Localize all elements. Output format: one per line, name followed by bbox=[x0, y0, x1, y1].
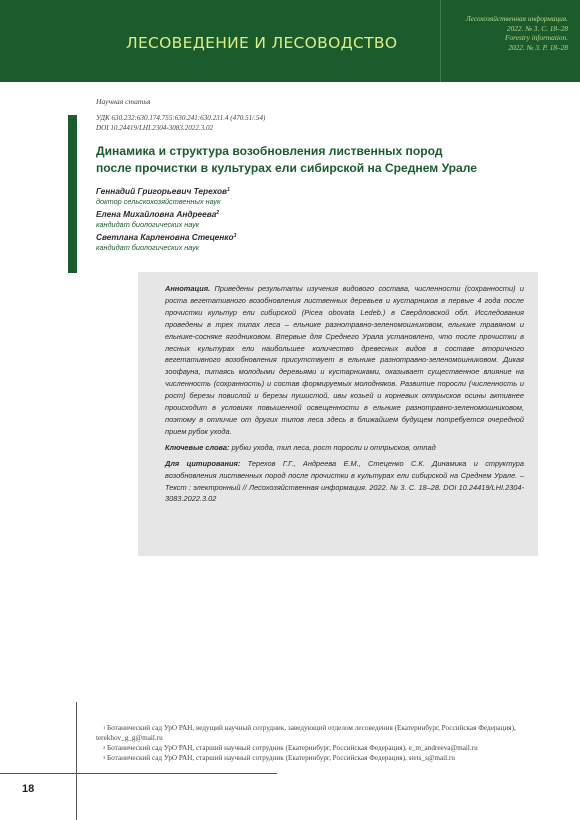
author-footnote-mark: 1 bbox=[227, 187, 230, 193]
footnote-mark: 2 bbox=[103, 745, 106, 750]
title-line-2: после прочистки в культурах ели сибирской на Среднем Урале bbox=[96, 161, 478, 175]
article-type: Научная статья bbox=[96, 97, 151, 106]
author-list bbox=[96, 186, 236, 255]
author-degree: кандидат биологических наук bbox=[96, 242, 200, 252]
author-footnote-mark: 3 bbox=[233, 233, 237, 239]
journal-en-line2: 2022. № 3. P. 18–28 bbox=[508, 42, 568, 52]
journal-citation-info bbox=[466, 14, 568, 52]
footnote-1 bbox=[96, 723, 546, 743]
journal-header bbox=[0, 0, 580, 82]
udc-code: УДК 630.232:630.174.755:630.241:630.231.4 (470.51/.54) bbox=[96, 114, 266, 122]
title-line-1: Динамика и структура возобновления лиственных пород bbox=[96, 144, 443, 158]
footnote-2 bbox=[96, 743, 546, 753]
author-degree: доктор сельскохозяйственных наук bbox=[96, 196, 221, 206]
footnote-text: Ботанический сад УрО РАН, ведущий научный сотрудник, заведующий отделом лесоведения (Екатеринбург, Российская Федерация), terekhov_g_g@mail.ru bbox=[96, 724, 516, 742]
citation-text: Терехов Г.Г., Андреева Е.М., Стеценко С.К. Динамика и структура возобновления лиственных пород после прочистки в культурах ели сибирской на Среднем Урале. – Текст : электронный // Лесохозяйственная информация. 2022. № 3. С. 18–28. DOI 10.24419/LHI.2304-3083.2022.3.02 bbox=[165, 458, 525, 504]
bottom-rule bbox=[0, 773, 277, 774]
keywords-label: Ключевые слова: bbox=[165, 442, 230, 452]
footnote-mark: 1 bbox=[103, 725, 106, 730]
author-name: Геннадий Григорьевич Терехов bbox=[96, 186, 228, 196]
author-name: Елена Михайловна Андреева bbox=[96, 209, 217, 219]
author-2 bbox=[96, 209, 236, 229]
journal-en-line1: Forestry information. bbox=[505, 33, 568, 43]
citation-paragraph bbox=[165, 458, 524, 506]
footnote-mark: 3 bbox=[103, 755, 106, 760]
abstract-box bbox=[138, 272, 538, 556]
author-3 bbox=[96, 232, 236, 252]
author-footnote-mark: 2 bbox=[216, 210, 220, 216]
keywords-text: рубки ухода, тип леса, рост поросли и отпрысков, отпад bbox=[231, 442, 436, 452]
footnote-text: Ботанический сад УрО РАН, старший научный сотрудник (Екатеринбург, Российская Федерация), stets_s@mail.ru bbox=[107, 754, 455, 762]
author-1 bbox=[96, 186, 236, 206]
page-number-rule bbox=[76, 702, 77, 820]
footnotes bbox=[96, 723, 546, 763]
author-degree: кандидат биологических наук bbox=[96, 219, 200, 229]
footnote-3 bbox=[96, 753, 546, 763]
header-divider bbox=[440, 0, 441, 82]
author-name: Светлана Карленовна Стеценко bbox=[96, 232, 234, 242]
article-title bbox=[96, 143, 536, 177]
journal-ru-line1: Лесохозяйственная информация. bbox=[465, 14, 568, 23]
footnote-text: Ботанический сад УрО РАН, старший научный сотрудник (Екатеринбург, Российская Федерация), e_m_andreeva@mail.ru bbox=[107, 744, 478, 752]
journal-ru-line2: 2022. № 3. С. 18–28 bbox=[506, 23, 568, 33]
article-meta bbox=[96, 114, 265, 134]
doi: DOI 10.24419/LHI.2304-3083.2022.3.02 bbox=[96, 123, 214, 132]
keywords-paragraph bbox=[165, 442, 524, 454]
side-accent-bar bbox=[68, 115, 77, 273]
page-number: 18 bbox=[22, 783, 35, 795]
abstract-text: Приведены результаты изучения видового состава, численности (сохранности) и роста вегетативного возобновления лиственных деревьев и кустарников в первые 4 года после прочистки культур ели сибирской (Picea obovata Ledeb.) в Свердловской обл. Исследования проведены в трех типах леса – ельнике разнотравно-зеленомошниковом, ельнике травяном и ельнике-сосняке ягодниковом. Впервые для Среднего Урала установлено, что после прочистки в лесных культурах ели наибольшее количество древесных видов в составе вторичного вегетативного возобновления присутствует в ельнике разнотравно-зеленомошниковом. Дикая зоофауна, питаясь молодыми деревьями и кустарниками, оказывает существенное влияние на численность (сохранность) и состав формируемых молодняков. Развитие поросли (численность и рост) березы повислой и березы пушистой, ивы козьей и корневых отпрысков осины активнее происходит в условиях повышенной освещенности в ельнике разнотравно-зеленомошниковом, поэтому в отличие от других типов леса здесь в ближайшем будущем потребуется очередной прием рубок ухода. bbox=[165, 284, 524, 436]
abstract-paragraph bbox=[165, 283, 524, 438]
abstract-label: Аннотация. bbox=[165, 284, 211, 293]
section-title: ЛЕСОВЕДЕНИЕ И ЛЕСОВОДСТВО bbox=[126, 34, 398, 52]
citation-label: Для цитирования: bbox=[165, 458, 241, 468]
